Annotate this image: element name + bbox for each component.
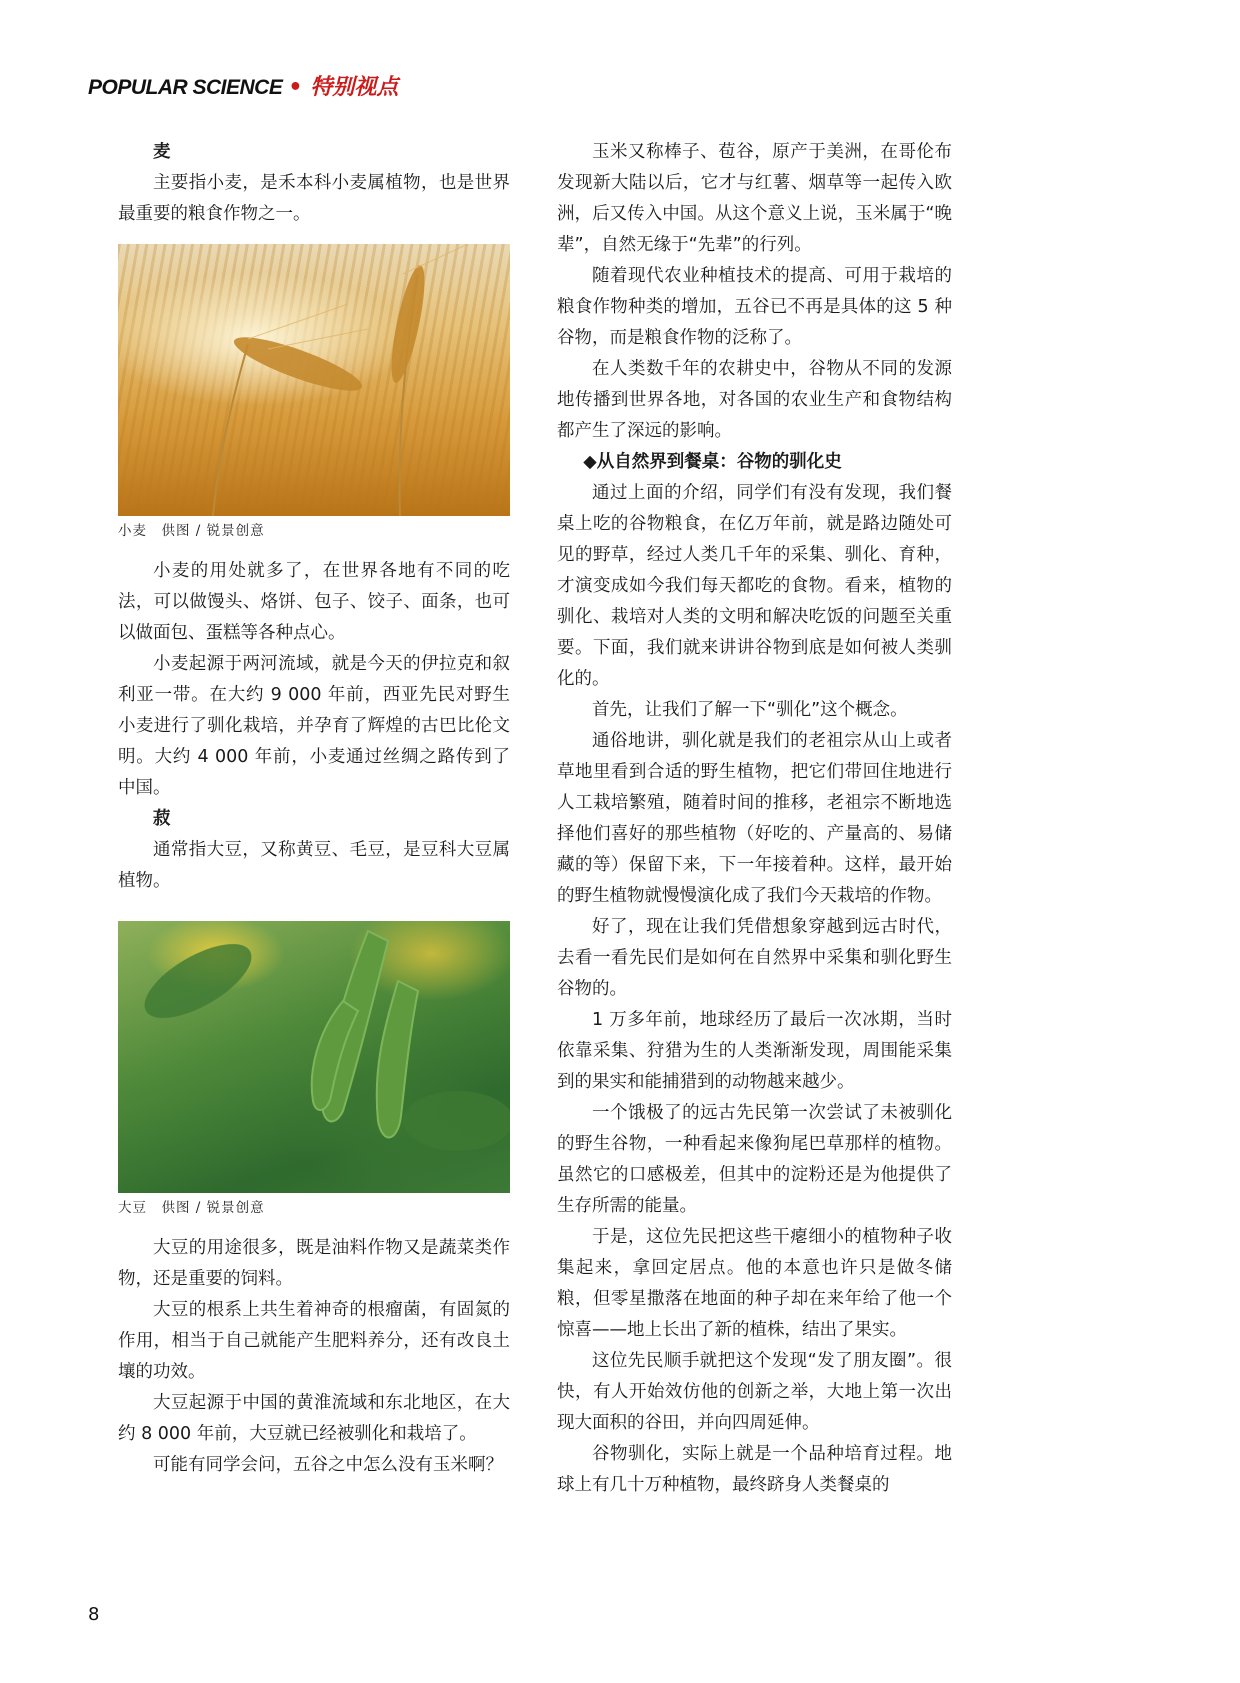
paragraph: 随着现代农业种植技术的提高、可用于栽培的粮食作物种类的增加，五谷已不再是具体的这 5 种谷物，而是粮食作物的泛称了。 (557, 266, 952, 348)
paragraph: 于是，这位先民把这些干瘪细小的植物种子收集起来，拿回定居点。他的本意也许只是做冬储粮，但零星撒落在地面的种子却在来年给了他一个惊喜——地上长出了新的植株，结出了果实。 (557, 1227, 952, 1340)
right-column (557, 137, 952, 1501)
paragraph: 好了，现在让我们凭借想象穿越到远古时代，去看一看先民们是如何在自然界中采集和驯化野生谷物的。 (557, 917, 952, 999)
paragraph: 通过上面的介绍，同学们有没有发现，我们餐桌上吃的谷物粮食，在亿万年前，就是路边随处可见的野草，经过人类几千年的采集、驯化、育种，才演变成如今我们每天都吃的食物。看来，植物的驯化、栽培对人类的文明和解决吃饭的问题至关重要。下面，我们就来讲讲谷物到底是如何被人类驯化的。 (557, 483, 952, 689)
paragraph: 一个饿极了的远古先民第一次尝试了未被驯化的野生谷物，一种看起来像狗尾巴草那样的植物。虽然它的口感极差，但其中的淀粉还是为他提供了生存所需的能量。 (557, 1103, 952, 1216)
magazine-brand: POPULAR SCIENCE (88, 76, 283, 99)
soybean-photo (118, 921, 510, 1193)
page-header (88, 70, 398, 100)
paragraph: 首先，让我们了解一下“驯化”这个概念。 (592, 700, 908, 720)
paragraph: 通俗地讲，驯化就是我们的老祖宗从山上或者草地里看到合适的野生植物，把它们带回住地进行人工栽培繁殖，随着时间的推移，老祖宗不断地选择他们喜好的那些植物（好吃的、产量高的、易储藏的等）保留下来，下一年接着种。这样，最开始的野生植物就慢慢演化成了我们今天栽培的作物。 (557, 731, 952, 906)
page-number: 8 (88, 1604, 100, 1625)
heading-shu: 菽 (153, 809, 171, 829)
paragraph: 小麦起源于两河流域，就是今天的伊拉克和叙利亚一带。在大约 9 000 年前，西亚先民对野生小麦进行了驯化栽培，并孕育了辉煌的古巴比伦文明。大约 4 000 年前，小麦通过丝绸之路传到了中国。 (118, 654, 510, 798)
paragraph: 这位先民顺手就把这个发现“发了朋友圈”。很快，有人开始效仿他的创新之举，大地上第一次出现大面积的谷田，并向四周延伸。 (557, 1351, 952, 1433)
paragraph: 大豆的根系上共生着神奇的根瘤菌，有固氮的作用，相当于自己就能产生肥料养分，还有改良土壤的功效。 (118, 1300, 510, 1382)
paragraph: 1 万多年前，地球经历了最后一次冰期，当时依靠采集、狩猎为生的人类渐渐发现，周围能采集到的果实和能捕猎到的动物越来越少。 (557, 1010, 952, 1092)
heading-mai: 麦 (153, 142, 171, 162)
paragraph: 大豆起源于中国的黄淮流域和东北地区，在大约 8 000 年前，大豆就已经被驯化和栽培了。 (118, 1393, 510, 1444)
paragraph: 玉米又称棒子、苞谷，原产于美洲，在哥伦布发现新大陆以后，它才与红薯、烟草等一起传入欧洲，后又传入中国。从这个意义上说，玉米属于“晚辈”，自然无缘于“先辈”的行列。 (557, 142, 952, 255)
paragraph: 在人类数千年的农耕史中，谷物从不同的发源地传播到世界各地，对各国的农业生产和食物结构都产生了深远的影响。 (557, 359, 952, 441)
photo-caption: 小麦 供图 / 锐景创意 (118, 523, 265, 539)
left-column (118, 137, 510, 1481)
paragraph: 可能有同学会问，五谷之中怎么没有玉米啊？ (153, 1455, 503, 1475)
section-title: 特别视点 (310, 75, 399, 100)
wheat-photo (118, 244, 510, 516)
paragraph: 大豆的用途很多，既是油料作物又是蔬菜类作物，还是重要的饲料。 (118, 1238, 510, 1289)
paragraph: 小麦的用处就多了，在世界各地有不同的吃法，可以做馒头、烙饼、包子、饺子、面条，也可以做面包、蛋糕等各种点心。 (118, 561, 510, 643)
header-separator: • (288, 75, 303, 100)
paragraph: 主要指小麦，是禾本科小麦属植物，也是世界最重要的粮食作物之一。 (118, 173, 510, 224)
section-subheading: ◆从自然界到餐桌：谷物的驯化史 (583, 452, 842, 472)
photo-caption: 大豆 供图 / 锐景创意 (118, 1200, 265, 1216)
paragraph: 谷物驯化，实际上就是一个品种培育过程。地球上有几十万种植物，最终跻身人类餐桌的 (557, 1444, 952, 1495)
paragraph: 通常指大豆，又称黄豆、毛豆，是豆科大豆属植物。 (118, 840, 510, 891)
